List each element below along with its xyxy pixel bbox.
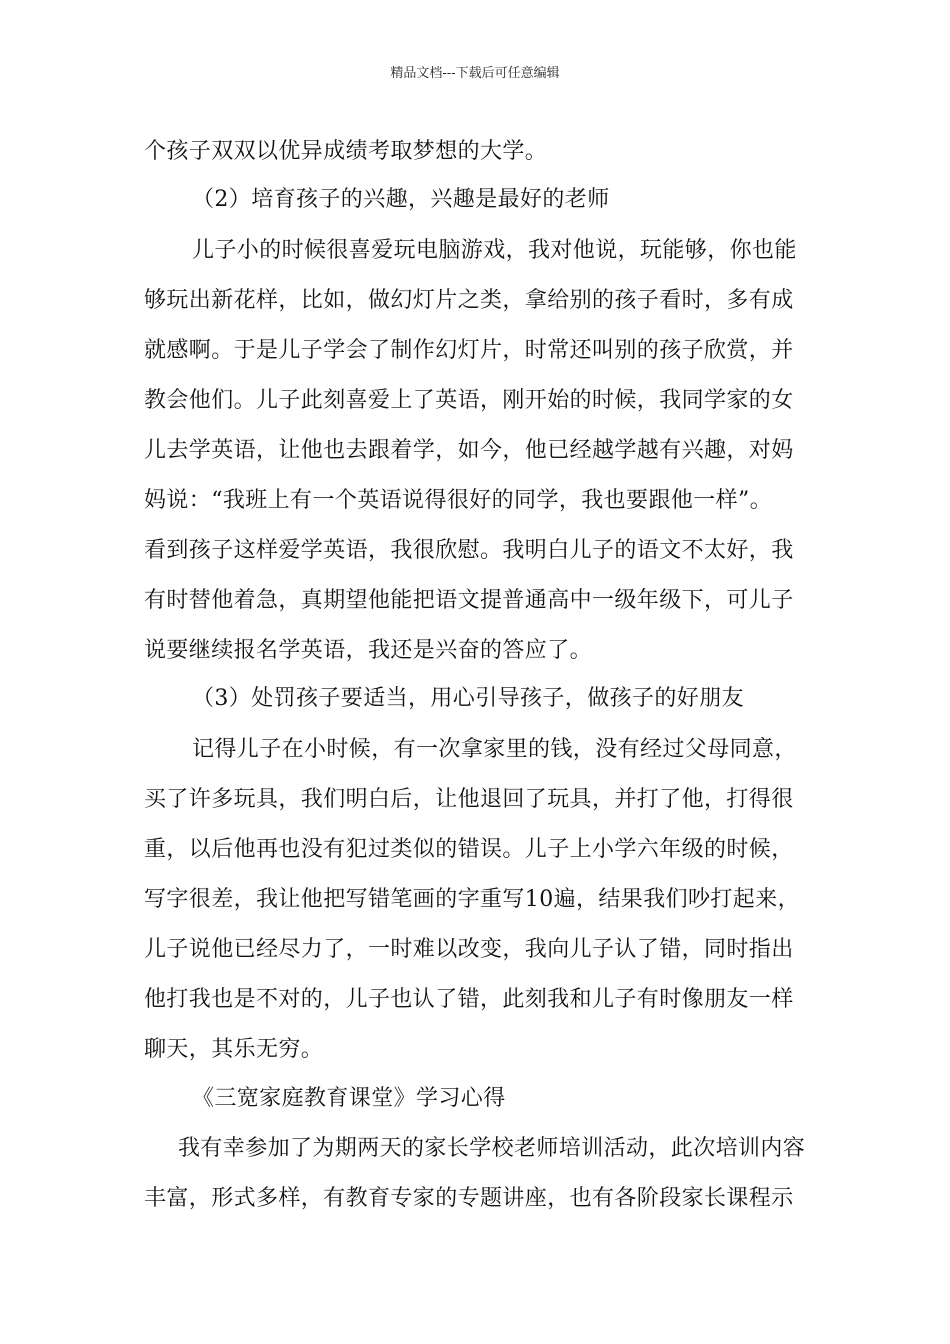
text-line: 看到孩子这样爱学英语，我很欣慰。我明白儿子的语文不太好，我	[144, 538, 794, 563]
text-line: 写字很差，我让他把写错笔画的字重写10遍，结果我们吵打起来，	[144, 887, 800, 912]
text-line: 儿子小的时候很喜爱玩电脑游戏，我对他说，玩能够，你也能	[192, 238, 797, 263]
text-line: 我有幸参加了为期两天的家长学校老师培训活动，此次培训内容	[178, 1136, 806, 1161]
text-line: 丰富，形式多样，有教育专家的专题讲座，也有各阶段家长课程示	[144, 1186, 794, 1211]
text-line: 个孩子双双以优异成绩考取梦想的大学。	[144, 139, 548, 164]
section-heading: （2）培育孩子的兴趣，兴趣是最好的老师	[192, 187, 610, 212]
section-heading: 《三宽家庭教育课堂》学习心得	[192, 1086, 506, 1111]
text-line: 重，以后他再也没有犯过类似的错误。儿子上小学六年级的时候，	[144, 837, 794, 862]
text-line: 教会他们。儿子此刻喜爱上了英语，刚开始的时候，我同学家的女	[144, 388, 794, 413]
text-line: 说要继续报名学英语，我还是兴奋的答应了。	[144, 638, 593, 663]
text-line: 就感啊。于是儿子学会了制作幻灯片，时常还叫别的孩子欣赏，并	[144, 338, 794, 363]
text-line: 买了许多玩具，我们明白后，让他退回了玩具，并打了他，打得很	[144, 787, 794, 812]
text-line: 儿子说他已经尽力了，一时难以改变，我向儿子认了错，同时指出	[144, 937, 794, 962]
page-header: 精品文档---下载后可任意编辑	[390, 66, 560, 81]
text-line: 聊天，其乐无穷。	[144, 1037, 324, 1062]
text-line: 妈说：“我班上有一个英语说得很好的同学，我也要跟他一样”。	[144, 488, 773, 513]
text-line: 他打我也是不对的，儿子也认了错，此刻我和儿子有时像朋友一样	[144, 987, 794, 1012]
text-line: 有时替他着急，真期望他能把语文提普通高中一级年级下，可儿子	[144, 588, 794, 613]
section-heading: （3）处罚孩子要适当，用心引导孩子，做孩子的好朋友	[192, 686, 744, 711]
text-line: 记得儿子在小时候，有一次拿家里的钱，没有经过父母同意，	[192, 737, 797, 762]
text-line: 儿去学英语，让他也去跟着学，如今，他已经越学越有兴趣，对妈	[144, 438, 794, 463]
text-line: 够玩出新花样，比如，做幻灯片之类，拿给别的孩子看时，多有成	[144, 288, 794, 313]
